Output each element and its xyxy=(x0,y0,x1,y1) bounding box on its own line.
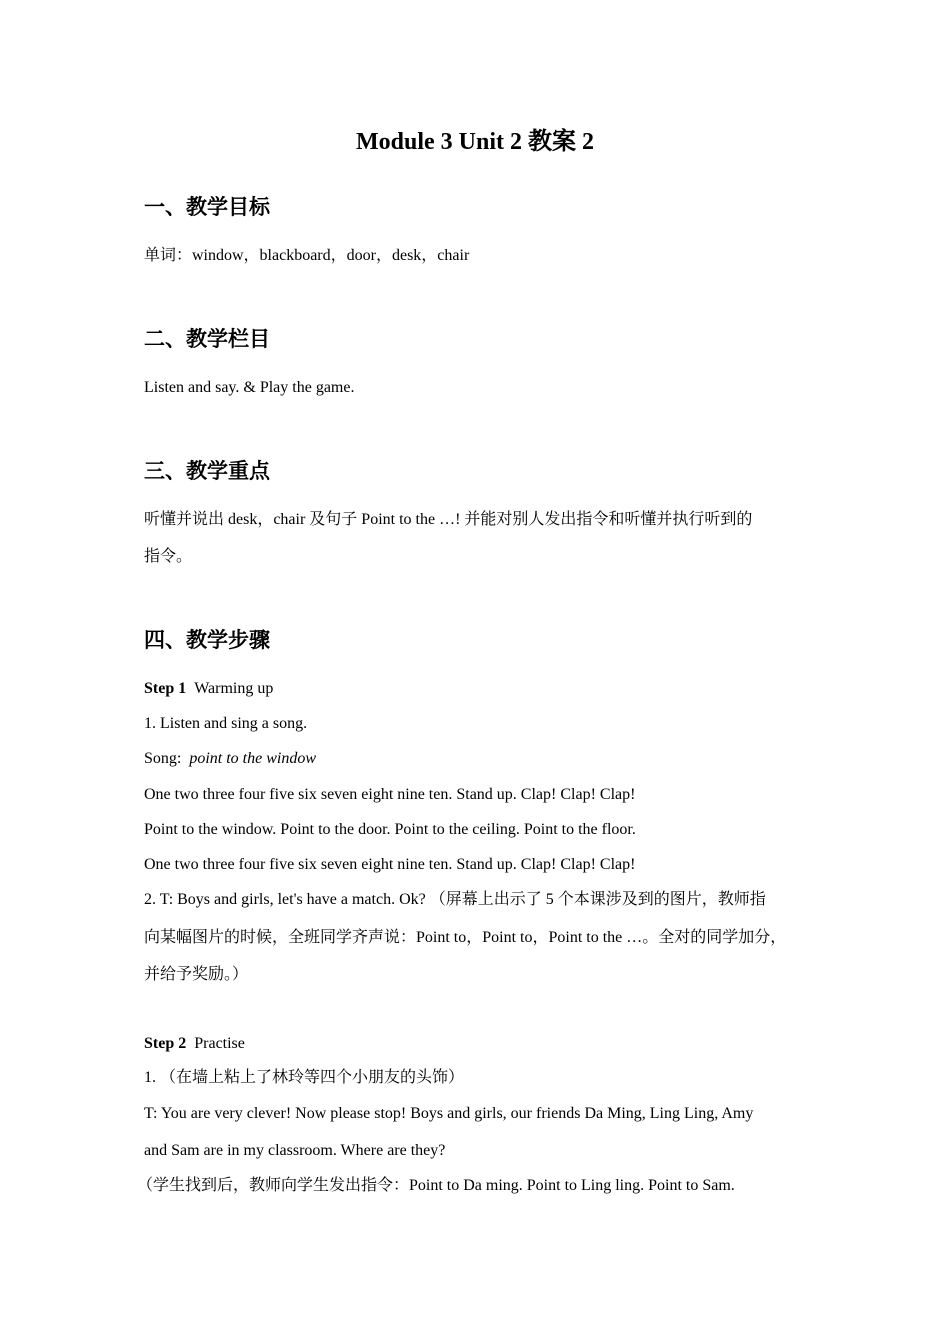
song-title: point to the window xyxy=(189,750,317,767)
step-2-teacher-line-1: T: You are very clever! Now please stop! Boys and girls, our friends Da Ming, Ling Ling, Amy xyxy=(144,1105,754,1122)
columns-text: Listen and say. & Play the game. xyxy=(144,379,355,396)
key-points-line-1: 听懂并说出 desk，chair 及句子 Point to the …! 并能对别人发出指令和听懂并执行听到的 xyxy=(144,511,753,528)
step-2-heading xyxy=(144,1034,245,1054)
section-heading-columns: 二、教学栏目 xyxy=(144,327,270,351)
song-lyric-1: One two three four five six seven eight nine ten. Stand up. Clap! Clap! Clap! xyxy=(144,786,636,803)
step-2-name: Practise xyxy=(194,1035,245,1052)
step-1-item-2-line-2: 向某幅图片的时候，全班同学齐声说：Point to，Point to，Point to the …。全对的同学加分， xyxy=(144,929,787,946)
step-1-label: Step 1 xyxy=(144,680,187,697)
objectives-vocabulary: 单词：window，blackboard，door，desk，chair xyxy=(144,247,470,264)
section-heading-objectives: 一、教学目标 xyxy=(144,195,270,219)
step-1-heading xyxy=(144,679,273,699)
step-1-item-1: 1. Listen and sing a song. xyxy=(144,715,308,732)
document-title: Module 3 Unit 2 教案 2 xyxy=(355,129,594,155)
step-2-note-line: （学生找到后，教师向学生发出指令：Point to Da ming. Point to Ling ling. Point to Sam. xyxy=(137,1177,735,1194)
step-1-item-2-line-1: 2. T: Boys and girls, let's have a match. Ok? （屏幕上出示了 5 个本课涉及到的图片，教师指 xyxy=(144,891,766,908)
section-heading-steps: 四、教学步骤 xyxy=(144,628,270,652)
section-heading-key-points: 三、教学重点 xyxy=(144,459,270,483)
step-1-name: Warming up xyxy=(194,680,274,697)
step-1-item-2-line-3: 并给予奖励。） xyxy=(144,966,249,983)
song-lyric-3: One two three four five six seven eight nine ten. Stand up. Clap! Clap! Clap! xyxy=(144,856,636,873)
step-2-teacher-line-2: and Sam are in my classroom. Where are they? xyxy=(144,1142,446,1159)
step-2-label: Step 2 xyxy=(144,1035,187,1052)
song-prefix: Song: xyxy=(144,750,182,767)
key-points-line-2: 指令。 xyxy=(144,548,193,565)
song-line xyxy=(144,749,316,769)
step-2-item-1: 1. （在墙上粘上了林玲等四个小朋友的头饰） xyxy=(144,1069,465,1086)
song-lyric-2: Point to the window. Point to the door. Point to the ceiling. Point to the floor. xyxy=(144,821,636,838)
